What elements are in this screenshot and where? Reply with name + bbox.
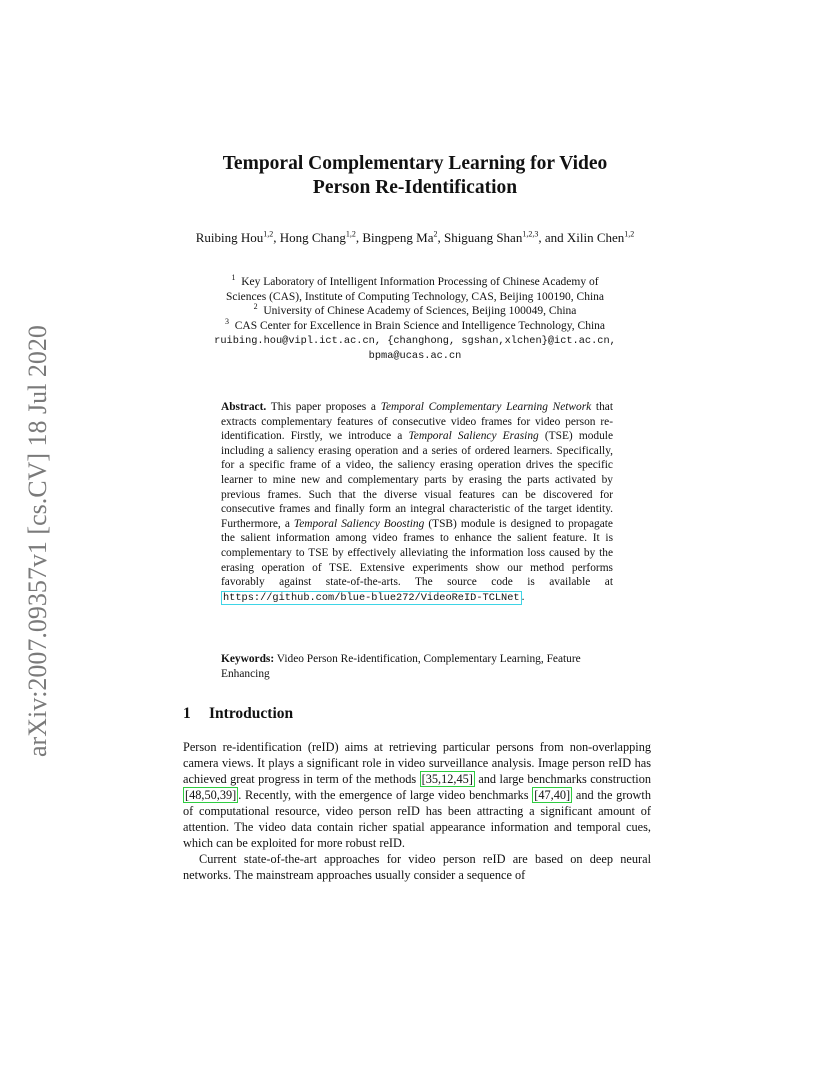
affiliation-sup: 3 (224, 317, 229, 327)
citation-link[interactable]: [35,12,45] (421, 772, 473, 786)
affiliation-1-cont: Sciences (CAS), Institute of Computing Technology, CAS, Beijing 100190, China (225, 290, 605, 303)
author-sep: , (355, 230, 363, 245)
intro-paragraph-2: Current state-of-the-art approaches for video person reID are based on deep neural networks. The mainstream approaches usually consider a sequence of (183, 852, 651, 882)
author-and: , and (538, 230, 567, 245)
title-line-2: Person Re-Identification (312, 177, 518, 198)
body-text: and large benchmarks construction (474, 772, 651, 786)
body-text: Person re-identification (reID) aims at retrieving particular persons from non-overlapping camera views. It plays a significant role in video surveillance analysis. Image person reID has achieved great progress in term of the methods (183, 740, 651, 786)
affiliation-sup: 1 (231, 273, 236, 283)
body-text: . Recently, with the emergence of large video benchmarks (238, 788, 533, 802)
section-number: 1 (183, 705, 191, 722)
abstract-text: (TSB) module is designed to propagate the salient information among video frames to enhance the salient feature. It is complementary to TSE by effectively alleviating the information loss caused by the erasing operation of TSE. Extensive experiments show our method performs favorably against state-of-the-arts. The source code is available at (221, 517, 613, 589)
affiliation-3 (150, 319, 680, 334)
author-name: Xilin Chen (566, 230, 625, 245)
arxiv-sidebar-label: arXiv:2007.09357v1 [cs.CV] 18 Jul 2020 (23, 325, 52, 757)
author-name: Shiguang Shan (443, 230, 523, 245)
abstract (221, 400, 613, 605)
title-line-1: Temporal Complementary Learning for Video (222, 153, 608, 174)
abstract-emphasis: Temporal Saliency Boosting (293, 517, 425, 530)
abstract-emphasis: Temporal Saliency Erasing (408, 430, 539, 443)
author-affil-sup: 1,2,3 (522, 229, 539, 239)
body-text: and the growth of computational resource, video person reID has been attracting a significant amount of attention. The video data contain richer spatial appearance information and temporal cues, which can be exploited for more robust reID. (183, 788, 652, 850)
keywords-text: Video Person Re-identification, Complementary Learning, Feature Enhancing (221, 653, 581, 680)
affiliations (150, 275, 680, 363)
section-title: Introduction (209, 705, 294, 722)
affiliation-sup: 2 (253, 302, 258, 312)
abstract-text: that extracts complementary features of consecutive video frames for video person re-identification. Firstly, we introduce a (221, 401, 613, 443)
affiliation-text: Key Laboratory of Intelligent Information Processing of Chinese Academy of (241, 276, 599, 288)
author-name: Hong Chang (279, 230, 346, 245)
emails-line-2: bpma@ucas.ac.cn (368, 349, 462, 362)
abstract-emphasis: Temporal Complementary Learning Network (380, 401, 592, 413)
author-affil-sup: 1,2 (263, 229, 274, 239)
intro-paragraph-1 (183, 739, 651, 851)
intro-body (183, 739, 651, 883)
abstract-label: Abstract. (221, 401, 267, 413)
abstract-text: (TSE) module including a saliency erasing operation and a series of ordered learners. Specifically, for a specific frame of a video, the saliency erasing operation drives the specific learner to mine new and complementary parts by erasing the parts activated by previous frames. Such that the diverse visual features can be discovered for consecutive frames and finally form an integral characteristic of the target identity. Furthermore, a (221, 430, 614, 530)
author-sep: , (437, 230, 444, 245)
keywords-label: Keywords: (221, 653, 275, 665)
affiliation-text: University of Chinese Academy of Sciences, Beijing 100049, China (263, 305, 577, 318)
affiliation-text: CAS Center for Excellence in Brain Science and Intelligence Technology, China (234, 320, 606, 333)
author-affil-sup: 2 (433, 229, 438, 239)
affiliation-2 (150, 304, 680, 319)
paper-title (150, 152, 680, 200)
author-sep: , (273, 230, 280, 245)
abstract-text: . (521, 590, 525, 603)
keywords (221, 652, 613, 681)
citation-link[interactable]: [48,50,39] (185, 788, 237, 802)
author-affil-sup: 1,2 (345, 229, 356, 239)
author-name: Ruibing Hou (195, 230, 264, 245)
section-heading (183, 705, 293, 723)
abstract-text: This paper proposes a (266, 401, 381, 413)
author-name: Bingpeng Ma (362, 230, 434, 245)
citation-link[interactable]: [47,40] (534, 788, 571, 802)
source-code-link[interactable]: https://github.com/blue-blue272/VideoReID-TCLNet (223, 591, 520, 604)
author-affil-sup: 1,2 (624, 229, 635, 239)
emails-line-1: ruibing.hou@vipl.ict.ac.cn, {changhong, sgshan,xlchen}@ict.ac.cn, (214, 334, 616, 347)
author-list (150, 230, 680, 246)
affiliation-1 (150, 275, 680, 290)
